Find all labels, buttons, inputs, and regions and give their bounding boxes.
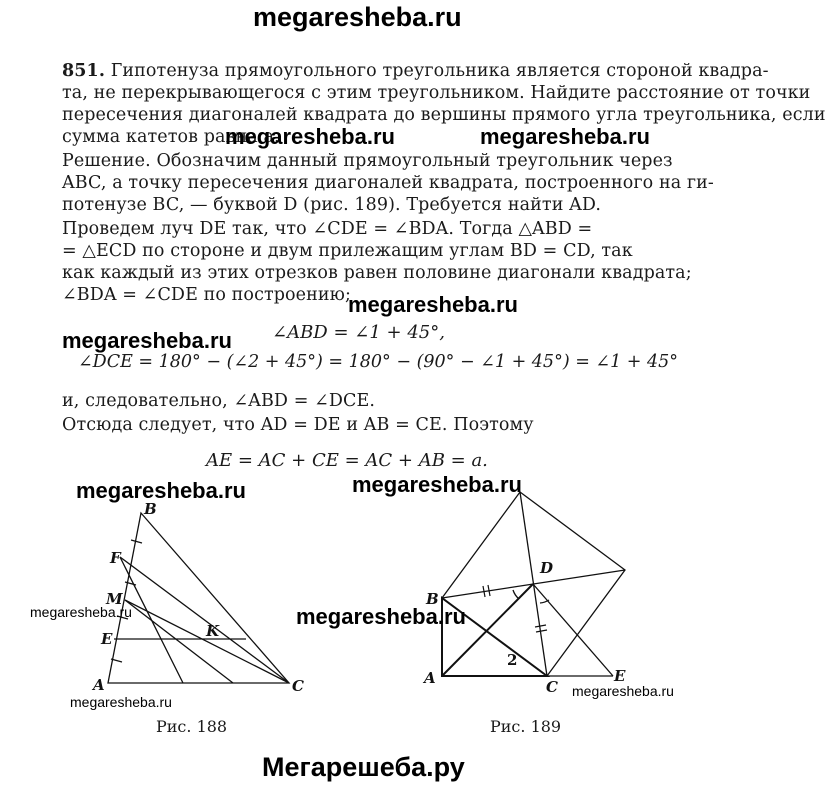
solution-line-5: = △ECD по стороне и двум прилежащим углам BD = CD, так — [62, 241, 633, 261]
segment-ad — [442, 584, 533, 676]
label-188-c: C — [292, 677, 304, 695]
solution-line-8: и, следовательно, ∠ABD = ∠DCE. — [62, 391, 376, 411]
watermark-figure-right-top: megaresheba.ru — [352, 472, 522, 497]
caption-188: Рис. 188 — [156, 717, 228, 736]
label-188-k: K — [206, 622, 220, 640]
problem-line-1 — [62, 60, 769, 82]
label-188-e: E — [101, 630, 113, 648]
solution-line-4: Проведем луч DE так, что ∠CDE = ∠BDA. Тогда △ABD = — [62, 219, 593, 239]
caption-189: Рис. 189 — [490, 717, 562, 736]
triangle-abc — [108, 513, 289, 683]
footer-watermark: Мегарешеба.ру — [262, 752, 465, 782]
label-189-c: C — [546, 678, 558, 696]
segment-m-bottom — [125, 600, 233, 683]
equation-abd: ∠ABD = ∠1 + 45°, — [272, 322, 445, 343]
segment-f-c — [120, 557, 289, 683]
watermark-top: megaresheba.ru — [253, 2, 462, 32]
label-189-d: D — [540, 559, 554, 577]
equation-dce: ∠DCE = 180° − (∠2 + 45°) = 180° − (90° − ∠1 + 45°) = ∠1 + 45° — [78, 352, 679, 372]
label-189-b: B — [426, 590, 439, 608]
problem-text-1: Гипотенуза прямоугольного треугольника является стороной квадра- — [110, 61, 769, 81]
watermark-mid-right: megaresheba.ru — [480, 124, 650, 149]
equation-ae: AE = AC + CE = AC + AB = a. — [206, 450, 488, 471]
label-189-e: E — [614, 667, 626, 685]
solution-line-1: Решение. Обозначим данный прямоугольный треугольник через — [62, 151, 673, 171]
label-189-angle-2: 2 — [507, 651, 518, 669]
problem-line-2: та, не перекрывающегося с этим треугольником. Найдите расстояние от точки — [62, 83, 811, 103]
watermark-figure-center: megaresheba.ru — [296, 604, 466, 629]
solution-line-6: как каждый из этих отрезков равен половине диагонали квадрата; — [62, 263, 692, 283]
problem-number: 851. — [62, 61, 106, 81]
watermark-figure-bottom-left: megaresheba.ru — [70, 694, 172, 710]
problem-line-3: пересечения диагоналей квадрата до вершины прямого угла треугольника, если — [62, 105, 826, 125]
segment-f-bottom — [120, 557, 183, 683]
watermark-figure-bottom-right: megaresheba.ru — [572, 683, 674, 699]
watermark-mid-left: megaresheba.ru — [225, 124, 395, 149]
label-188-m: M — [106, 590, 123, 608]
label-189-a: A — [424, 669, 436, 687]
angle-arc-2 — [540, 600, 549, 603]
angle-arc-1 — [513, 590, 519, 599]
figure-188 — [0, 490, 330, 710]
solution-line-7: ∠BDA = ∠CDE по построению; — [62, 285, 351, 305]
label-188-b: B — [144, 500, 157, 518]
watermark-equation-left: megaresheba.ru — [62, 328, 232, 353]
problem-line-4: сумма катетов равна a. — [62, 127, 280, 147]
label-188-f: F — [110, 549, 121, 567]
watermark-paragraph: megaresheba.ru — [348, 292, 518, 317]
solution-line-9: Отсюда следует, что AD = DE и AB = CE. Поэтому — [62, 415, 534, 435]
watermark-figure-left-small: megaresheba.ru — [30, 604, 132, 620]
segment-m-c — [125, 600, 289, 683]
label-188-a: A — [93, 676, 105, 694]
watermark-figure-left-top: megaresheba.ru — [76, 478, 246, 503]
solution-line-2: ABC, а точку пересечения диагоналей квадрата, построенного на ги- — [62, 173, 714, 193]
solution-line-3: потенузе BC, — буквой D (рис. 189). Требуется найти AD. — [62, 195, 602, 215]
